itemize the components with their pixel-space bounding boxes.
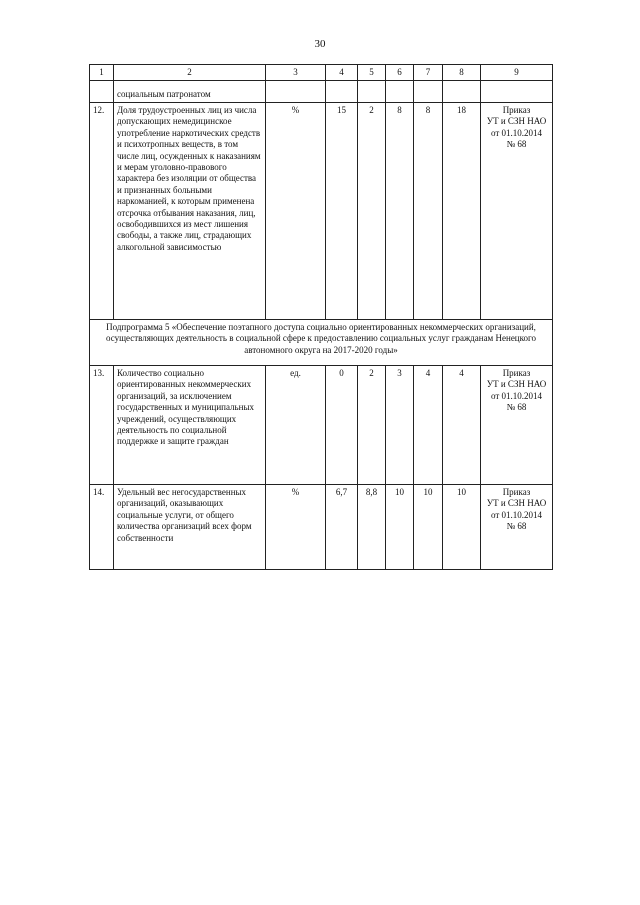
value-cell: 2 [358, 366, 386, 485]
value-cell: 8 [386, 103, 414, 320]
doc-line: № 68 [506, 402, 527, 413]
doc-line: от 01.10.2014 [490, 390, 543, 401]
value-cell: 3 [386, 366, 414, 485]
doc-line: Приказ [502, 105, 531, 115]
header-row [90, 65, 553, 81]
doc-line: № 68 [506, 521, 527, 532]
continuation-row [90, 81, 553, 103]
value-cell: 4 [414, 366, 443, 485]
subprogram-title: Подпрограмма 5 «Обеспечение поэтапного доступа социально ориентированных некоммерческих организаций, осуществляющих деятельность в социальной сфере к предоставлению социальных услуг гражданам Ненецкого автономного округа на 2017-2020 годы» [90, 320, 553, 366]
table-row [90, 103, 553, 320]
value-cell: 4 [443, 366, 481, 485]
value-cell: 0 [326, 366, 358, 485]
doc-line: Приказ [502, 487, 531, 497]
row-number: 13. [90, 366, 114, 485]
num-cell [90, 81, 114, 103]
indicator-name: Количество социально ориентированных некоммерческих организаций, за исключением государственных и муниципальных учреждений, осуществляющих деятельность по социальной поддержке и защите граждан [114, 366, 266, 485]
header-cell: 9 [481, 65, 553, 81]
value-cell: 10 [414, 485, 443, 570]
document-reference [481, 366, 553, 485]
table-row [90, 366, 553, 485]
subprogram-row [90, 320, 553, 366]
unit-cell: ед. [266, 366, 326, 485]
value-cell: 8,8 [358, 485, 386, 570]
indicator-name: Доля трудоустроенных лиц из числа допускающих немедицинское употребление наркотических средств и психотропных веществ, в том числе лиц, осужденных к наказаниям и мерам уголовно-правового характера без изоляции от общества и признанных больными наркоманией, к которым применена отсрочка отбывания наказания, лиц, освободившихся из мест лишения свободы, а также лиц, страдающих алкогольной зависимостью [114, 103, 266, 320]
doc-line: от 01.10.2014 [490, 509, 543, 520]
document-reference [481, 485, 553, 570]
header-cell: 8 [443, 65, 481, 81]
row-number: 12. [90, 103, 114, 320]
header-cell: 4 [326, 65, 358, 81]
value-cell: 2 [358, 103, 386, 320]
table-row [90, 485, 553, 570]
value-cell: 8 [414, 103, 443, 320]
header-cell: 1 [90, 65, 114, 81]
indicators-table [89, 64, 553, 570]
indicator-name: социальным патронатом [114, 81, 266, 103]
value-cell: 18 [443, 103, 481, 320]
indicator-name: Удельный вес негосударственных организаций, оказывающих социальные услуги, от общего количества организаций всех форм собственности [114, 485, 266, 570]
doc-line: № 68 [506, 139, 527, 150]
header-cell: 7 [414, 65, 443, 81]
value-cell: 10 [386, 485, 414, 570]
value-cell: 6,7 [326, 485, 358, 570]
page-number: 30 [314, 38, 326, 50]
doc-line: УТ и СЗН НАО [486, 379, 547, 390]
doc-line: УТ и СЗН НАО [486, 498, 547, 509]
value-cell: 10 [443, 485, 481, 570]
header-cell: 6 [386, 65, 414, 81]
doc-line: от 01.10.2014 [490, 127, 543, 138]
doc-line: УТ и СЗН НАО [486, 116, 547, 127]
doc-line: Приказ [502, 368, 531, 378]
unit-cell: % [266, 103, 326, 320]
value-cell: 15 [326, 103, 358, 320]
header-cell: 5 [358, 65, 386, 81]
row-number: 14. [90, 485, 114, 570]
document-reference [481, 103, 553, 320]
header-cell: 3 [266, 65, 326, 81]
header-cell: 2 [114, 65, 266, 81]
unit-cell: % [266, 485, 326, 570]
